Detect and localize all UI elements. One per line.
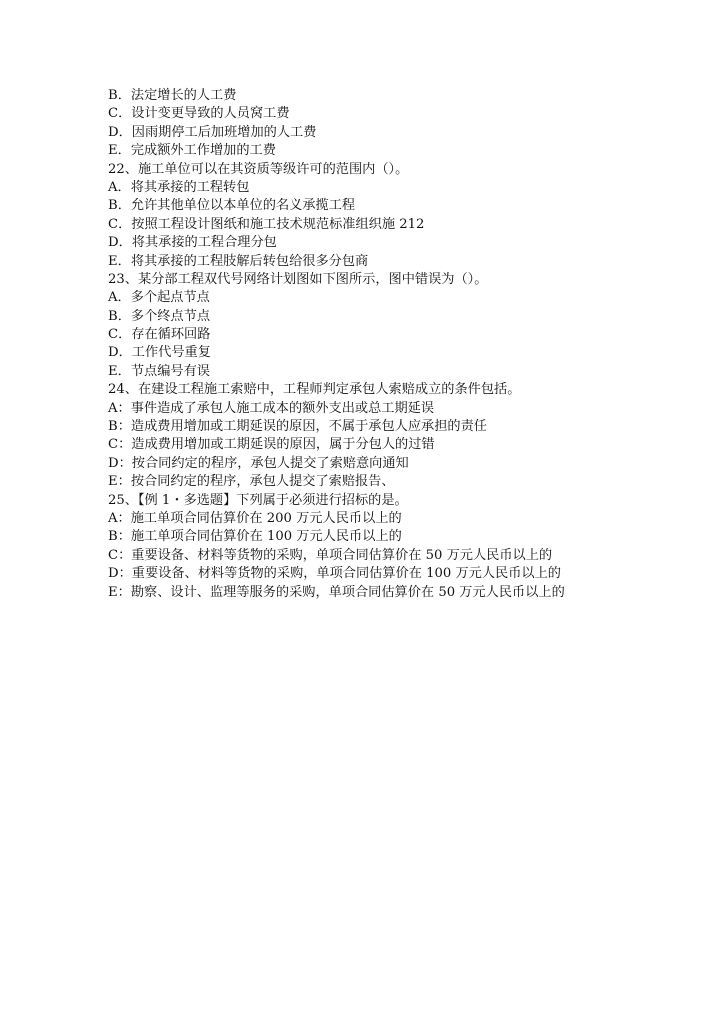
option-line: A．多个起点节点 — [108, 290, 210, 306]
option-line: B：造成费用增加或工期延误的原因，不属于承包人应承担的责任 — [108, 419, 487, 435]
option-line: A．将其承接的工程转包 — [108, 179, 250, 195]
option-line: D．将其承接的工程合理分包 — [108, 235, 277, 251]
option-line: E：按合同约定的程序，承包人提交了索赔报告、 — [108, 474, 395, 490]
question-24: 24、在建设工程施工索赔中，工程师判定承包人索赔成立的条件包括。 — [108, 382, 521, 398]
question-22: 22、施工单位可以在其资质等级许可的范围内（）。 — [108, 161, 409, 177]
option-line: E：勘察、设计、监理等服务的采购，单项合同估算价在 50 万元人民币以上的 — [108, 584, 565, 600]
option-line: C：造成费用增加或工期延误的原因，属于分包人的过错 — [108, 437, 435, 453]
option-line: B．法定增长的人工费 — [108, 88, 237, 103]
question-23: 23、某分部工程双代号网络计划图如下图所示，图中错误为（）。 — [108, 271, 488, 287]
question-25: 25、【例 1・多选题】下列属于必须进行招标的是。 — [108, 492, 408, 508]
option-line: A：施工单项合同估算价在 200 万元人民币以上的 — [108, 510, 402, 526]
option-line: E．将其承接的工程肢解后转包给很多分包商 — [108, 253, 369, 269]
option-line: E．完成额外工作增加的工费 — [108, 143, 276, 159]
option-line: E．节点编号有误 — [108, 363, 210, 379]
option-line: D．工作代号重复 — [108, 345, 211, 361]
option-line: A：事件造成了承包人施工成本的额外支出或总工期延误 — [108, 400, 435, 416]
option-line: C．按照工程设计图纸和施工技术规范标准组织施 212 — [108, 216, 425, 232]
option-line: B．允许其他单位以本单位的名义承揽工程 — [108, 198, 356, 214]
option-line: B．多个终点节点 — [108, 308, 211, 324]
option-line: D：按合同约定的程序，承包人提交了索赔意向通知 — [108, 455, 409, 471]
option-line: D：重要设备、材料等货物的采购，单项合同估算价在 100 万元人民币以上的 — [108, 566, 561, 582]
option-line: C．存在循环回路 — [108, 327, 211, 343]
option-line: B：施工单项合同估算价在 100 万元人民币以上的 — [108, 529, 402, 545]
option-line: D．因雨期停工后加班增加的人工费 — [108, 124, 317, 140]
document-body — [108, 87, 628, 602]
option-line: C：重要设备、材料等货物的采购，单项合同估算价在 50 万元人民币以上的 — [108, 547, 553, 563]
option-line: C．设计变更导致的人员窝工费 — [108, 106, 290, 122]
